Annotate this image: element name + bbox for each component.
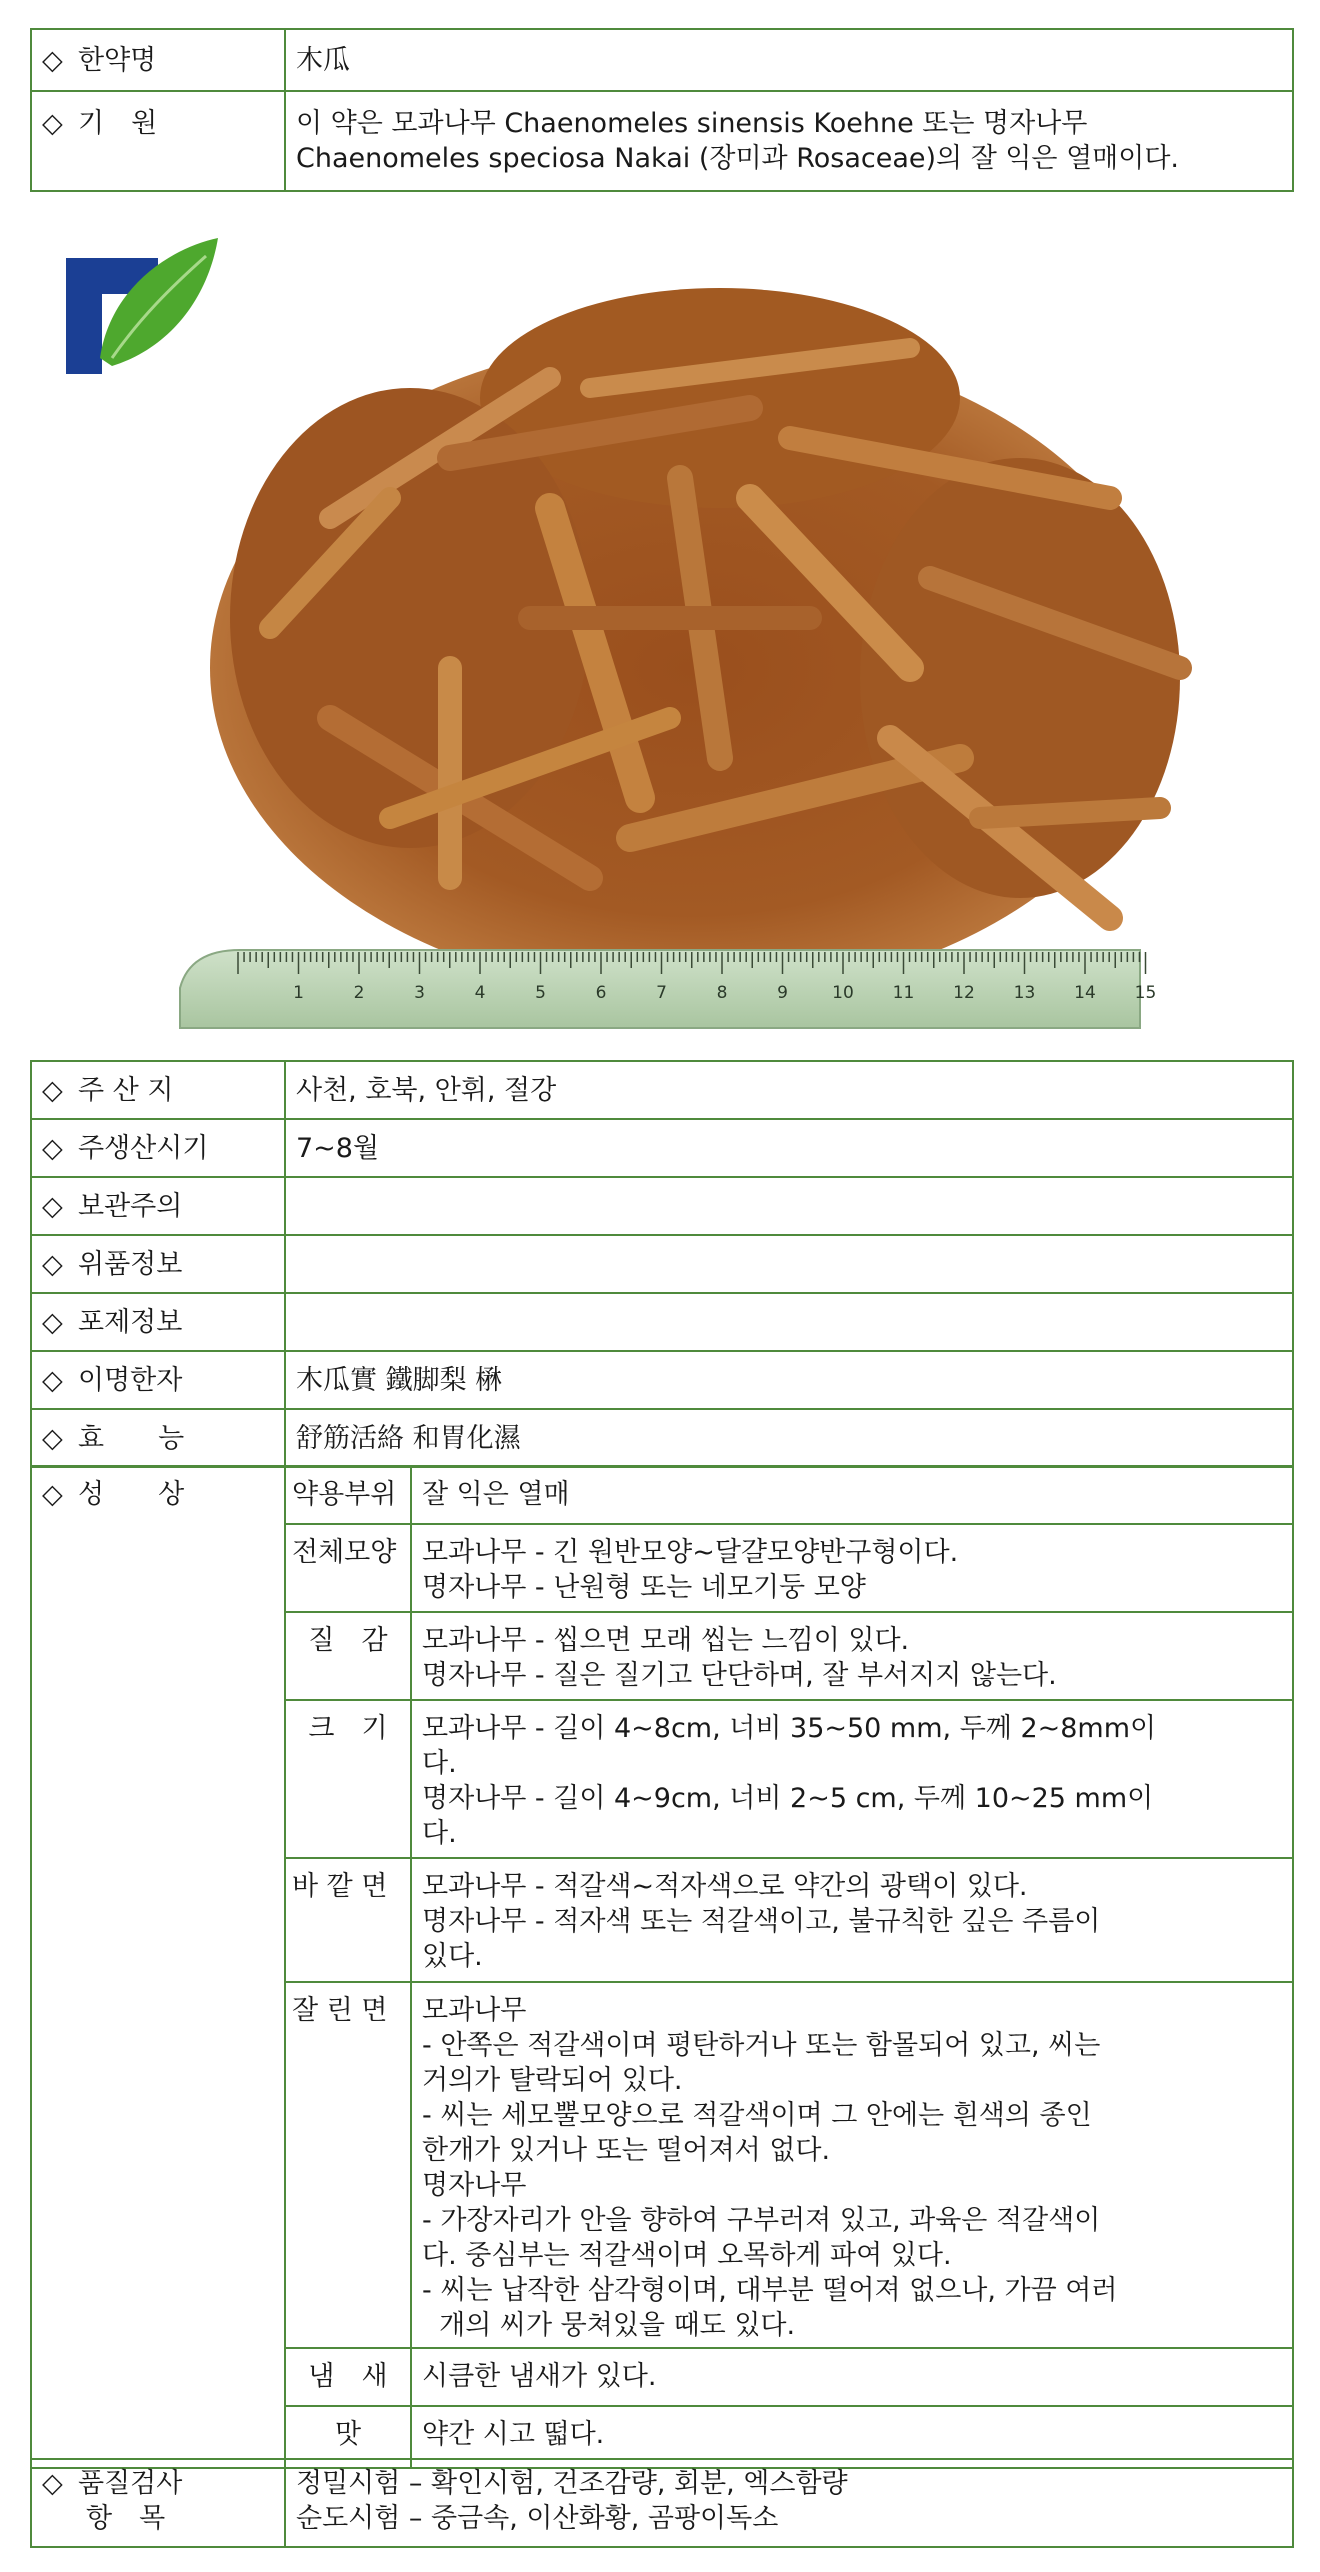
info-label: 효 능 [78,1422,185,1454]
ruler-number: 3 [414,983,425,1003]
ruler-number: 15 [1134,983,1157,1003]
quality-label-1: 품질검사 [78,2468,183,2499]
diamond-icon: ◇ [42,1074,63,1106]
info-label-cell [31,1293,285,1351]
leaf-logo-icon [66,238,218,374]
herb-name-label: 한약명 [78,44,157,76]
quality-label-cell [31,2459,285,2547]
info-label: 위품정보 [78,1248,183,1280]
ruler-number: 4 [474,983,486,1003]
info-label: 주 산 지 [78,1074,174,1106]
ruler-number: 7 [656,983,667,1003]
info-value: 木瓜實 鐵脚梨 楙 [285,1351,1293,1409]
property-key: 냄 새 [285,2348,411,2406]
property-key: 약용부위 [285,1466,411,1524]
property-value: 모과나무 - 씹으면 모래 씹는 느낌이 있다. 명자나무 - 질은 질기고 단단하며, 잘 부서지지 않는다. [411,1612,1293,1700]
diamond-icon: ◇ [42,2468,63,2499]
ruler-number: 14 [1074,983,1096,1003]
diamond-icon: ◇ [42,1479,63,1510]
properties-label: 성 상 [78,1479,185,1510]
ruler-icon [180,950,1156,1028]
info-label-cell [31,1351,285,1409]
diamond-icon: ◇ [42,1248,63,1280]
quality-value-cell [285,2459,1293,2547]
quality-table [30,2458,1294,2548]
info-value: 7~8월 [285,1119,1293,1177]
ruler-number: 6 [595,983,607,1003]
info-label-cell [31,1235,285,1293]
info-row [31,1409,1293,1467]
property-value: 시큼한 냄새가 있다. [411,2348,1293,2406]
property-value: 약간 시고 떫다. [411,2406,1293,2468]
info-label-cell [31,1119,285,1177]
info-row [31,1119,1293,1177]
info-value [285,1235,1293,1293]
ruler-number: 2 [353,983,365,1003]
herb-name-value: 木瓜 [285,29,1293,91]
property-key: 전체모양 [285,1524,411,1612]
origin-line-2: Chaenomeles speciosa Nakai (장미과 Rosaceae)의 잘 익은 열매이다. [296,143,1180,174]
properties-label-cell [31,1466,285,2468]
info-value [285,1293,1293,1351]
info-row [31,1235,1293,1293]
ruler-number: 9 [777,983,788,1003]
info-label: 이명한자 [78,1364,183,1396]
property-value: 모과나무 - 적갈색~적자색으로 약간의 광택이 있다. 명자나무 - 적자색 또는 적갈색이고, 불규칙한 깊은 주름이 있다. [411,1858,1293,1982]
property-key: 바 깥 면 [285,1858,411,1982]
diamond-icon: ◇ [42,1422,63,1454]
info-row [31,1293,1293,1351]
origin-label-cell [31,91,285,191]
ruler-number: 10 [832,983,854,1003]
quality-line-2: 순도시험 – 중금속, 이산화황, 곰팡이독소 [296,2503,779,2534]
property-value: 모과나무 - 안쪽은 적갈색이며 평탄하거나 또는 함몰되어 있고, 씨는 거의가 탈락되어 있다. - 씨는 세모뿔모양으로 적갈색이며 그 안에는 흰색의 종인 한개가 있거나 또는 떨어져서 없다. 명자나무 - 가장자리가 안을 향하여 구부러져 있고, 과육은 적갈색이 다. 중심부는 적갈색이며 오목하게 파여 있다. - 씨는 납작한 삼각형이며, 대부분 떨어져 없으나, 가끔 여러 개의 씨가 뭉쳐있을 때도 있다. [411,1982,1293,2348]
diamond-icon: ◇ [42,1364,63,1396]
quality-label-2: 항 목 [86,2503,166,2534]
ruler-number: 8 [716,983,728,1003]
property-value: 모과나무 - 긴 원반모양~달걀모양반구형이다. 명자나무 - 난원형 또는 네모기둥 모양 [411,1524,1293,1612]
property-value: 잘 익은 열매 [411,1466,1293,1524]
property-value: 모과나무 - 길이 4~8cm, 너비 35~50 mm, 두께 2~8mm이 다. 명자나무 - 길이 4~9cm, 너비 2~5 cm, 두께 10~25 mm이 다. [411,1700,1293,1858]
ruler-number: 11 [892,983,915,1003]
info-label-cell [31,1061,285,1119]
ruler-number: 1 [293,983,304,1003]
origin-label: 기 원 [78,108,158,139]
ruler-number: 12 [953,983,975,1003]
diamond-icon: ◇ [42,1306,63,1338]
property-key: 질 감 [285,1612,411,1700]
info-label: 주생산시기 [78,1132,209,1164]
herb-photo [30,198,1294,1046]
info-value: 舒筋活絡 和胃化濕 [285,1409,1293,1467]
info-label: 보관주의 [78,1190,183,1222]
header-table [30,28,1294,192]
info-row [31,1351,1293,1409]
property-key: 크 기 [285,1700,411,1858]
origin-line-1: 이 약은 모과나무 Chaenomeles sinensis Koehne 또는 명자나무 [296,108,1088,139]
diamond-icon: ◇ [42,1190,63,1222]
quality-line-1: 정밀시험 – 확인시험, 건조감량, 회분, 엑스함량 [296,2468,848,2499]
property-key: 잘 린 면 [285,1982,411,2348]
property-row [31,1466,1293,1524]
info-row [31,1177,1293,1235]
diamond-icon: ◇ [42,1132,63,1164]
info-table [30,1060,1294,1468]
herb-name-label-cell [31,29,285,91]
info-label-cell [31,1409,285,1467]
info-value [285,1177,1293,1235]
info-label-cell [31,1177,285,1235]
properties-table [30,1465,1294,2469]
property-key: 맛 [285,2406,411,2468]
ruler-number: 13 [1013,983,1036,1003]
ruler-number: 5 [535,983,546,1003]
origin-value-cell [285,91,1293,191]
diamond-icon: ◇ [42,44,63,76]
info-row [31,1061,1293,1119]
info-label: 포제정보 [78,1306,183,1338]
diamond-icon: ◇ [42,108,63,139]
info-value: 사천, 호북, 안휘, 절강 [285,1061,1293,1119]
